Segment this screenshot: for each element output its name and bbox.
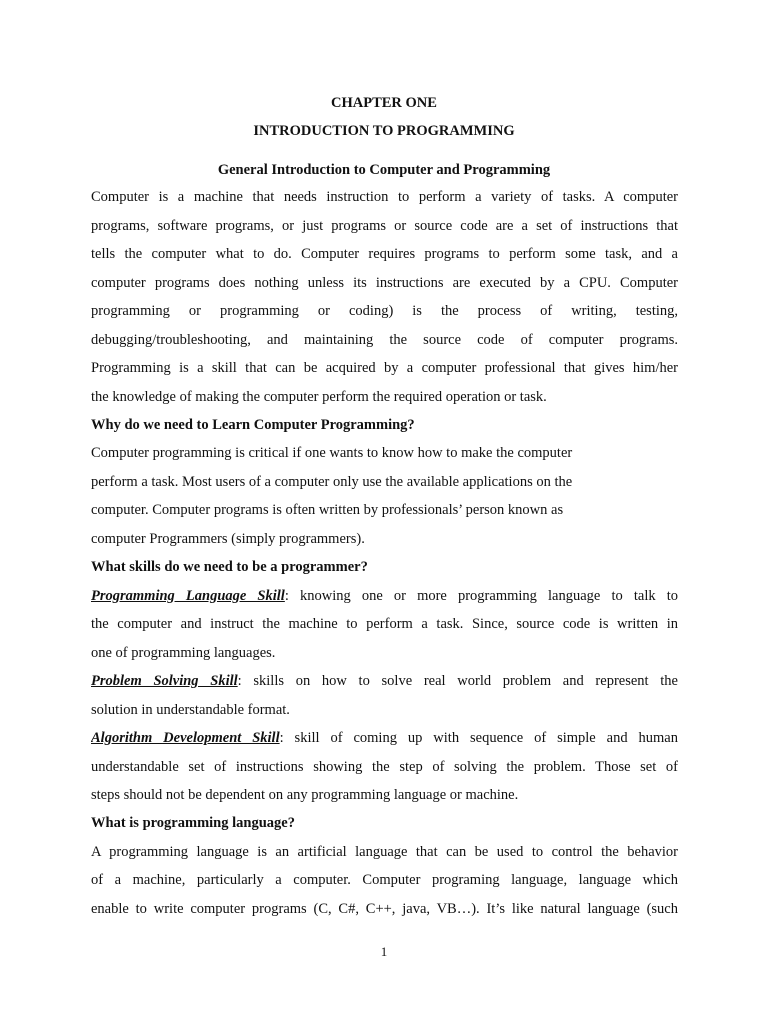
language-line: A programming language is an artificial language that can be used to control the behavior xyxy=(91,844,678,860)
intro-line: programming or programming or coding) is the process of writing, testing, xyxy=(91,303,678,319)
skill-algorithm-development xyxy=(91,728,678,748)
intro-line: computer programs does nothing unless its instructions are executed by a CPU. Computer xyxy=(91,275,678,291)
intro-line: the knowledge of making the computer perform the required operation or task. xyxy=(91,389,547,405)
skill-line: solution in understandable format. xyxy=(91,702,290,718)
skill-name: Programming Language Skill xyxy=(91,588,285,604)
skill-name: Algorithm Development Skill xyxy=(91,730,280,746)
skill-line: understandable set of instructions showing the step of solving the problem. Those set of xyxy=(91,759,678,775)
chapter-title: INTRODUCTION TO PROGRAMMING xyxy=(253,123,515,139)
language-line: of a machine, particularly a computer. Computer programing language, language which xyxy=(91,872,678,888)
skill-line: steps should not be dependent on any programming language or machine. xyxy=(91,787,519,803)
skills-heading: What skills do we need to be a programmer? xyxy=(91,559,368,575)
skill-description: : knowing one or more programming language to talk to xyxy=(284,588,678,604)
language-heading: What is programming language? xyxy=(91,815,295,831)
skill-name: Problem Solving Skill xyxy=(91,673,238,689)
chapter-label: CHAPTER ONE xyxy=(331,95,437,111)
intro-line: programs, software programs, or just programs or source code are a set of instructions that xyxy=(91,218,678,234)
intro-line: tells the computer what to do. Computer requires programs to perform some task, and a xyxy=(91,246,678,262)
skill-line: the computer and instruct the machine to perform a task. Since, source code is written in xyxy=(91,616,678,632)
skill-description: : skills on how to solve real world problem and represent the xyxy=(237,673,678,689)
skill-problem-solving xyxy=(91,671,678,691)
why-line: perform a task. Most users of a computer only use the available applications on the xyxy=(91,474,573,490)
skill-programming-language xyxy=(91,586,678,606)
why-line: computer Programmers (simply programmers). xyxy=(91,531,365,547)
skill-line: one of programming languages. xyxy=(91,645,276,661)
intro-line: Programming is a skill that can be acquired by a computer professional that gives him/her xyxy=(91,360,678,376)
intro-line: debugging/troubleshooting, and maintaining the source code of computer programs. xyxy=(91,332,678,348)
why-line: computer. Computer programs is often written by professionals’ person known as xyxy=(91,502,564,518)
skill-description: : skill of coming up with sequence of simple and human xyxy=(279,730,678,746)
section-heading: General Introduction to Computer and Programming xyxy=(217,162,551,178)
why-heading: Why do we need to Learn Computer Programming? xyxy=(91,417,415,433)
intro-line: Computer is a machine that needs instruction to perform a variety of tasks. A computer xyxy=(91,189,678,205)
why-line: Computer programming is critical if one wants to know how to make the computer xyxy=(91,445,573,461)
page-number: 1 xyxy=(380,944,388,959)
language-line: enable to write computer programs (C, C#, C++, java, VB…). It’s like natural language (such xyxy=(91,901,678,917)
